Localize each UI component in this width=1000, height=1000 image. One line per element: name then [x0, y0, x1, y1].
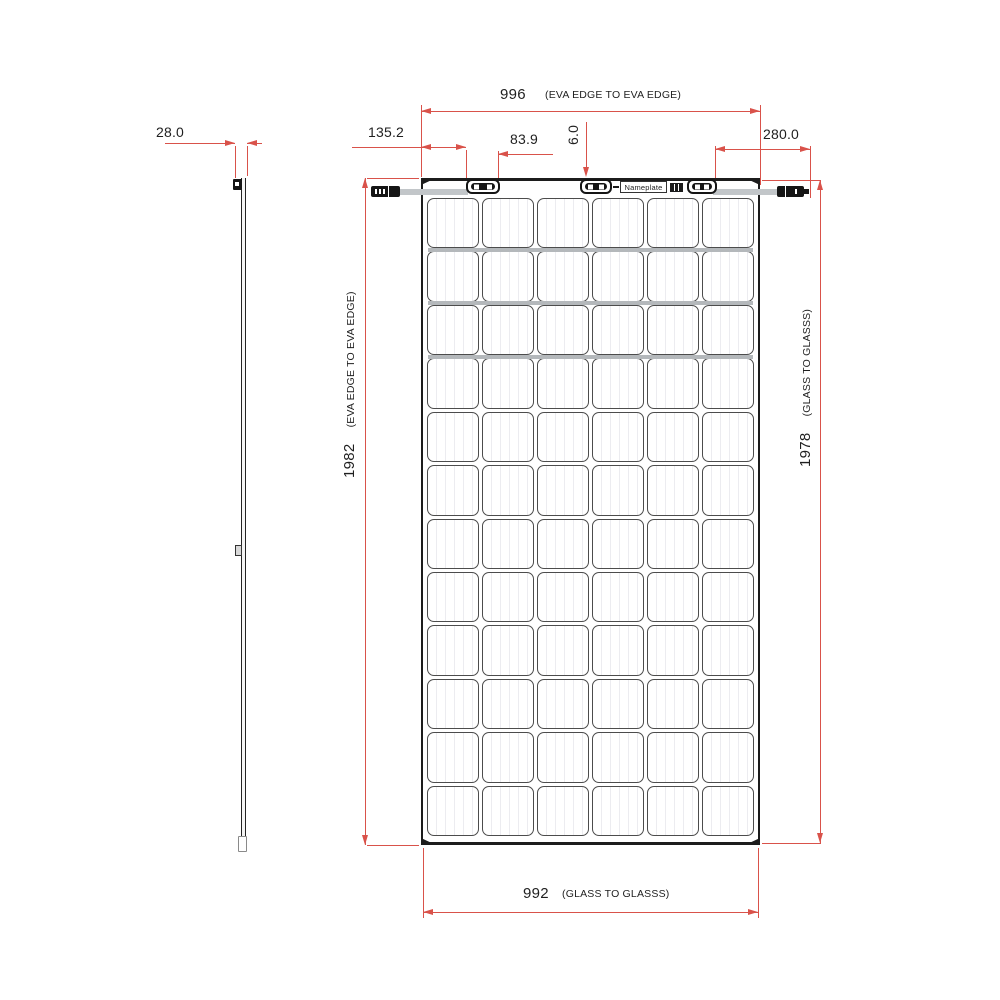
solar-cell [427, 251, 479, 301]
solar-cell [537, 732, 589, 782]
solar-cell [427, 519, 479, 569]
dim-arrow [362, 835, 368, 845]
solar-cell [592, 625, 644, 675]
barcode-sticker [670, 183, 683, 192]
solar-cell [427, 679, 479, 729]
solar-cell [647, 465, 699, 515]
nameplate-label: Nameplate [620, 181, 667, 193]
solar-cell [427, 358, 479, 408]
bus-ribbon [428, 248, 753, 252]
solar-cell [537, 625, 589, 675]
bus-ribbon [428, 301, 753, 305]
solar-cell [592, 679, 644, 729]
extension-line [423, 848, 424, 918]
solar-cell [482, 732, 534, 782]
solar-cell [537, 786, 589, 836]
solar-cell [482, 305, 534, 355]
panel-content [423, 181, 758, 842]
solar-cell [427, 198, 479, 248]
solar-cell [702, 732, 754, 782]
solar-cell [482, 625, 534, 675]
solar-cell [592, 358, 644, 408]
side-bottom-cap [238, 836, 247, 852]
side-panel-bar [241, 178, 246, 837]
solar-cell [482, 251, 534, 301]
solar-cell [427, 465, 479, 515]
dim-arrow [423, 909, 433, 915]
cell-grid [427, 198, 754, 836]
dim-arrow [817, 180, 823, 190]
solar-cell [537, 358, 589, 408]
dim-bottom-width-text: 992 [523, 885, 549, 902]
dim-line [365, 178, 366, 845]
solar-cell [647, 251, 699, 301]
dim-jb-offset-text: 135.2 [368, 124, 405, 140]
extension-line [235, 146, 236, 178]
solar-cell [482, 412, 534, 462]
solar-cell [427, 572, 479, 622]
extension-line [760, 105, 761, 185]
solar-cell [647, 519, 699, 569]
extension-line [466, 150, 467, 180]
solar-cell [647, 198, 699, 248]
dim-arrow [748, 909, 758, 915]
dim-right-height-label: (GLASS TO GLASSS) [801, 308, 813, 417]
dim-left-height-label: (EVA EDGE TO EVA EDGE) [345, 291, 357, 428]
solar-cell [592, 198, 644, 248]
solar-cell [427, 625, 479, 675]
dim-arrow [750, 108, 760, 114]
solar-cell [702, 465, 754, 515]
solar-cell [537, 305, 589, 355]
extension-line [762, 843, 821, 844]
solar-cell [592, 412, 644, 462]
dim-arrow [421, 144, 431, 150]
dim-jb-width-text: 83.9 [510, 131, 539, 147]
solar-cell [647, 412, 699, 462]
solar-cell [592, 305, 644, 355]
solar-cell [427, 305, 479, 355]
dim-cable-length-text: 280.0 [763, 126, 800, 142]
solar-cell [537, 251, 589, 301]
extension-line [367, 178, 419, 179]
dim-arrow [225, 140, 235, 146]
dim-arrow [583, 167, 589, 177]
solar-cell [647, 358, 699, 408]
solar-cell [537, 519, 589, 569]
solar-cell [647, 679, 699, 729]
side-junction-box [233, 179, 242, 190]
right-connector [777, 186, 804, 197]
solar-cell [592, 786, 644, 836]
solar-cell [482, 786, 534, 836]
solar-cell [482, 519, 534, 569]
solar-cell [702, 251, 754, 301]
dim-line [423, 912, 758, 913]
extension-line [758, 848, 759, 918]
extension-line [810, 146, 811, 198]
solar-cell [592, 732, 644, 782]
solar-cell [592, 465, 644, 515]
solar-cell [647, 732, 699, 782]
solar-cell [592, 519, 644, 569]
solar-cell [482, 465, 534, 515]
dim-arrow [247, 140, 257, 146]
solar-cell [702, 679, 754, 729]
solar-cell [537, 465, 589, 515]
solar-cell [702, 625, 754, 675]
solar-cell [482, 679, 534, 729]
right-connector-pin [804, 189, 809, 194]
solar-cell [537, 572, 589, 622]
bus-ribbon [428, 355, 753, 359]
extension-line [247, 146, 248, 176]
solar-cell [482, 572, 534, 622]
solar-cell [427, 732, 479, 782]
dim-line [820, 180, 821, 843]
extension-line [498, 151, 499, 180]
dim-arrow [800, 146, 810, 152]
dim-line [352, 147, 466, 148]
solar-cell [702, 572, 754, 622]
left-connector [371, 186, 400, 197]
dim-right-height-text: 1978 [797, 432, 814, 467]
side-middle-box [235, 545, 242, 556]
junction-box-1 [466, 179, 500, 194]
solar-cell [537, 198, 589, 248]
panel-front-view [421, 178, 760, 845]
dim-arrow [421, 108, 431, 114]
solar-cell [482, 358, 534, 408]
solar-cell [482, 198, 534, 248]
drawing-canvas: 28.0 996 (EVA EDGE TO EVA EDGE) 135.2 83.9 6.0 280.0 1982(EVA EDGE TO EVA EDGE) 1978(GLASS TO GLASSS) 992 (GLASS TO GLASSS) Nameplate [0, 0, 1000, 1000]
dim-left-height-text: 1982 [341, 443, 358, 478]
solar-cell [647, 625, 699, 675]
dim-top-width-label: (EVA EDGE TO EVA EDGE) [545, 89, 682, 101]
solar-cell [647, 786, 699, 836]
dim-arrow [817, 833, 823, 843]
solar-cell [702, 358, 754, 408]
junction-box-3 [687, 179, 717, 194]
dim-arrow [362, 178, 368, 188]
dim-line [715, 149, 810, 150]
extension-line [762, 180, 821, 181]
dim-line [586, 122, 587, 170]
dim-bottom-width-label: (GLASS TO GLASSS) [562, 888, 670, 900]
extension-line [367, 845, 419, 846]
dim-arrow [715, 146, 725, 152]
dim-arrow [456, 144, 466, 150]
solar-cell [592, 572, 644, 622]
solar-cell [427, 786, 479, 836]
solar-cell [647, 305, 699, 355]
left-cable [396, 189, 468, 195]
solar-cell [702, 198, 754, 248]
extension-line [421, 105, 422, 177]
nameplate-connector-tick [613, 186, 619, 188]
solar-cell [647, 572, 699, 622]
dim-line [421, 111, 760, 112]
solar-cell [537, 412, 589, 462]
junction-box-2 [580, 179, 612, 194]
solar-cell [702, 519, 754, 569]
solar-cell [702, 786, 754, 836]
dim-arrow [498, 151, 508, 157]
dim-top-width-text: 996 [500, 86, 526, 103]
solar-cell [427, 412, 479, 462]
solar-cell [702, 412, 754, 462]
solar-cell [537, 679, 589, 729]
solar-cell [592, 251, 644, 301]
dim-side-thickness-text: 28.0 [156, 124, 185, 140]
solar-cell [702, 305, 754, 355]
